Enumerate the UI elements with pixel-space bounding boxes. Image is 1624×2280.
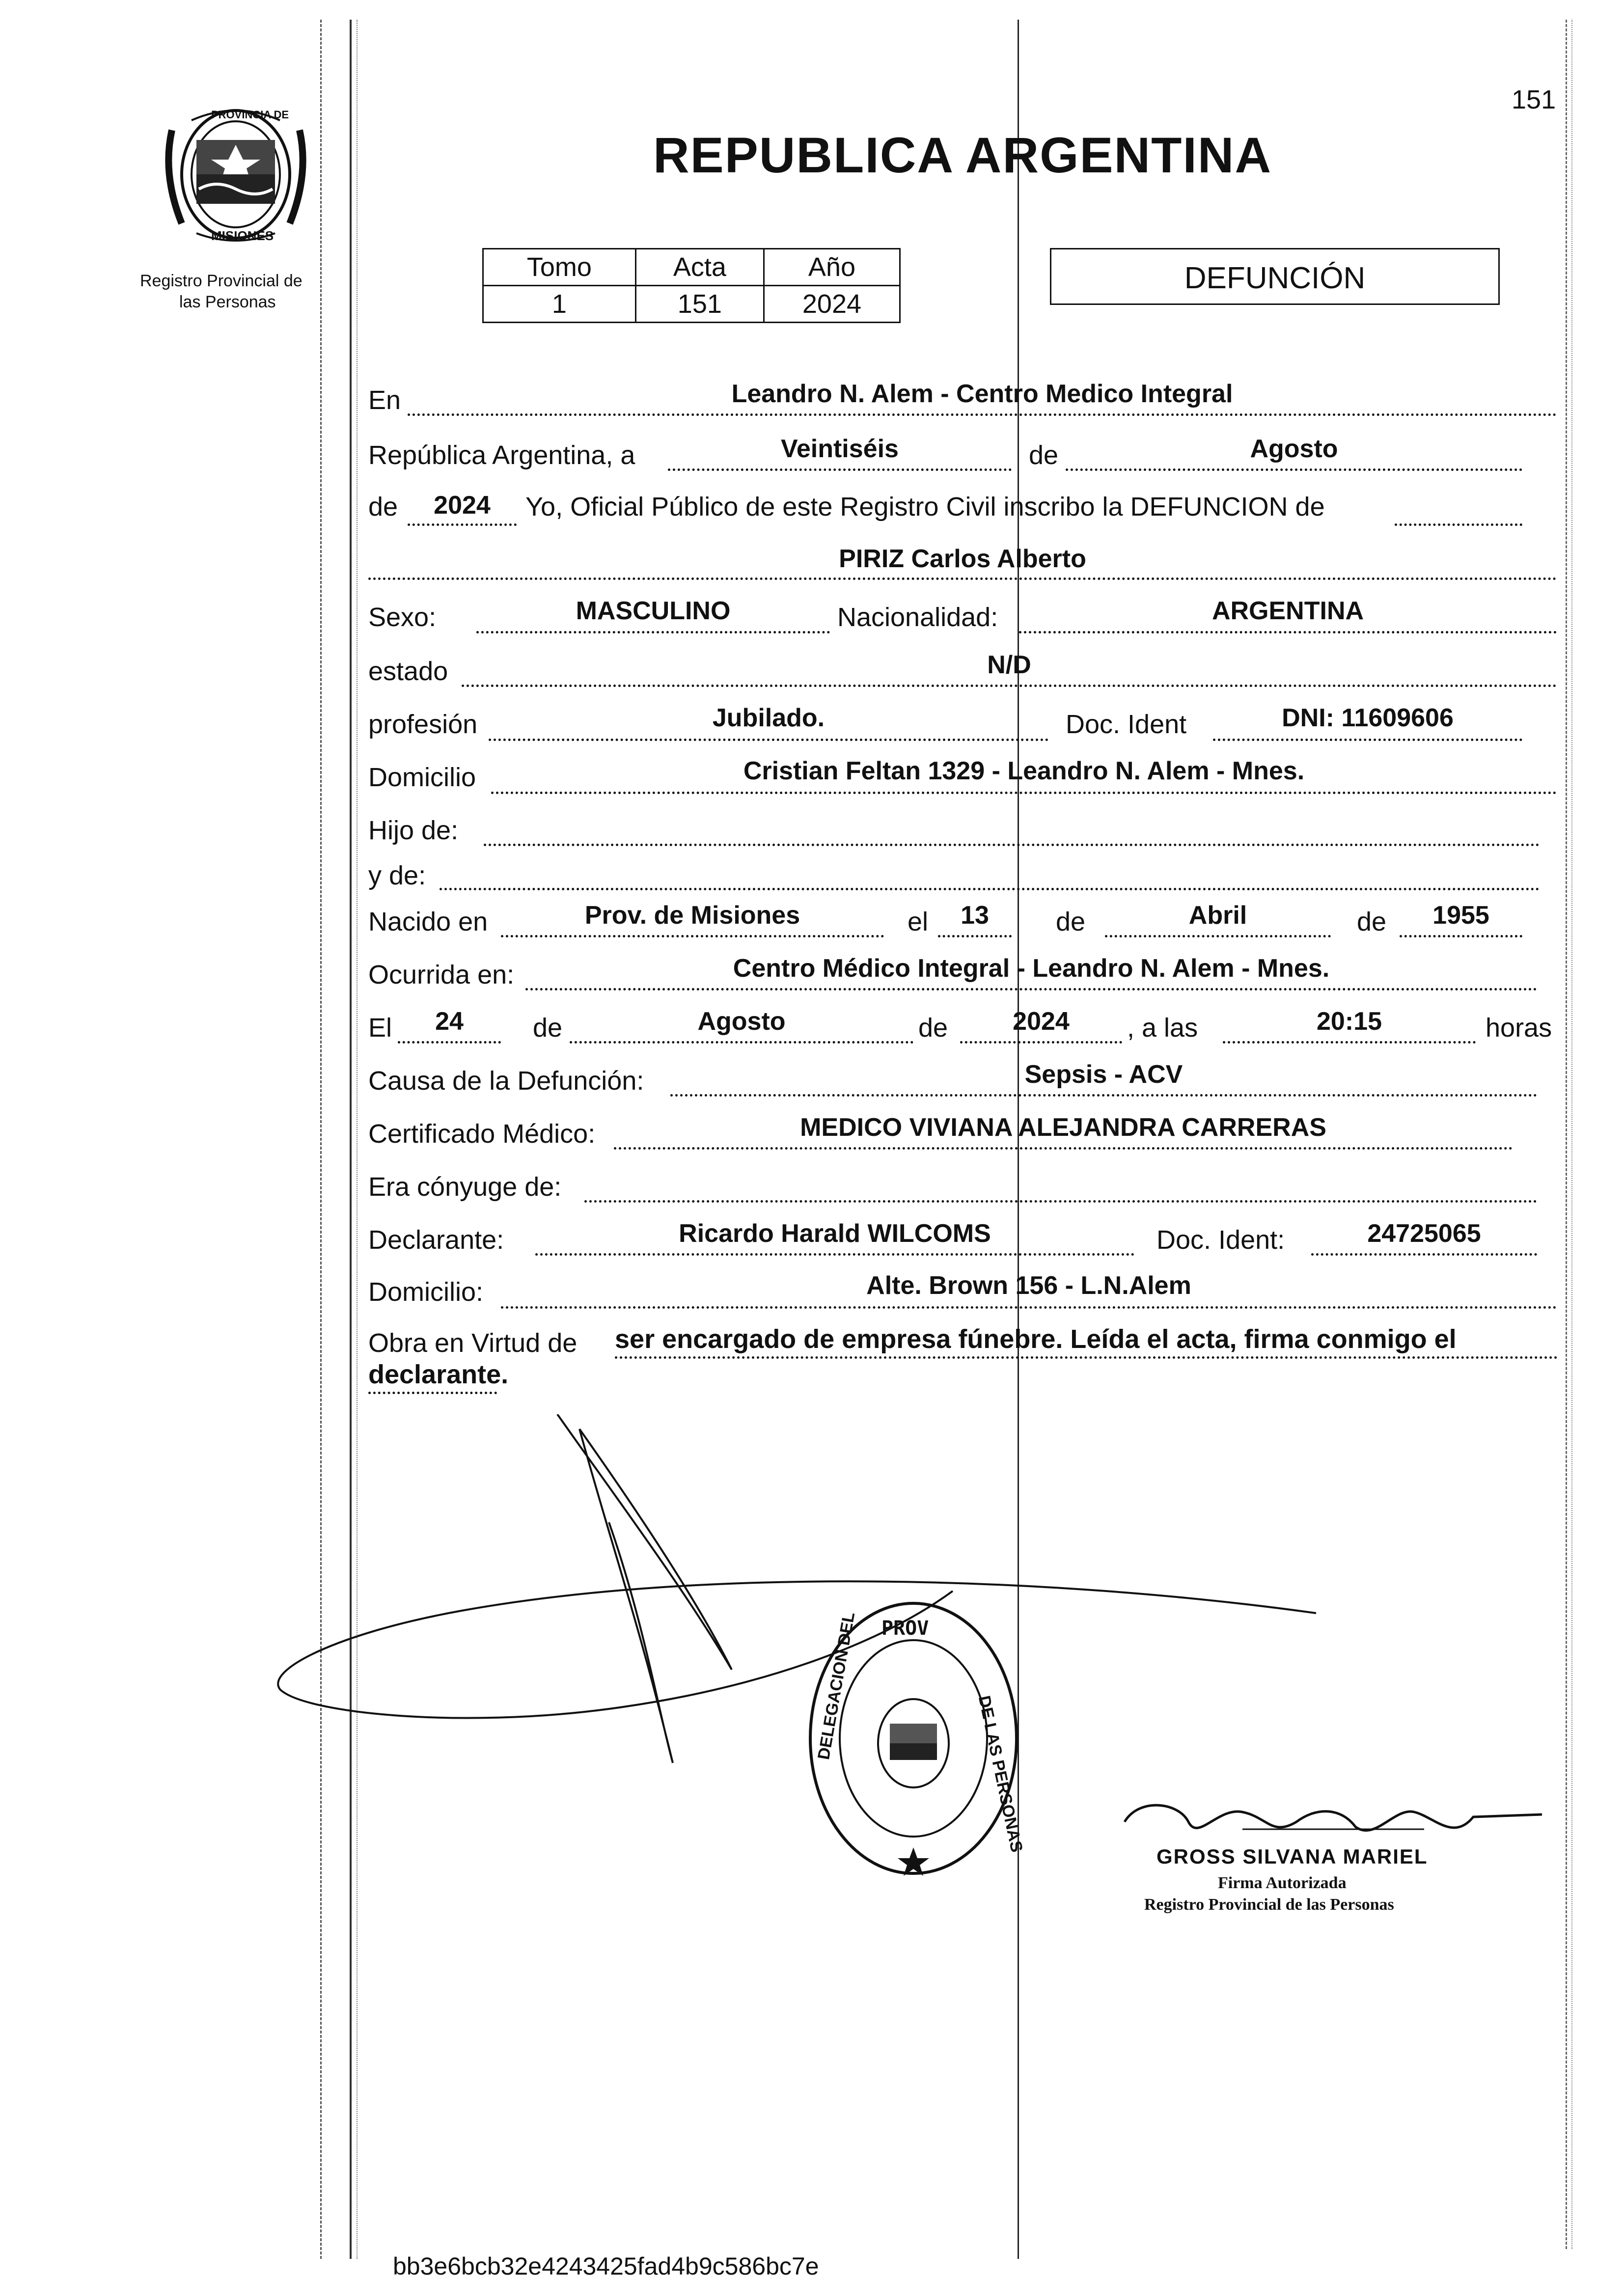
value-nacido-lugar: Prov. de Misiones	[584, 901, 800, 930]
line-def-hora	[1223, 1041, 1476, 1044]
line-month	[1066, 468, 1522, 471]
line-def-mes	[570, 1041, 913, 1044]
label-ocurrida: Ocurrida en:	[368, 960, 515, 989]
label-doc-ident-2: Doc. Ident:	[1156, 1225, 1285, 1255]
label-certificado: Certificado Médico:	[368, 1119, 596, 1149]
line-obra-1	[615, 1356, 1558, 1359]
line-nacido-dia	[938, 935, 1012, 937]
line-domicilio-2	[501, 1306, 1557, 1309]
line-ocurrida	[525, 988, 1537, 990]
line-profesion	[489, 739, 1048, 741]
line-nacionalidad	[1019, 631, 1557, 633]
document-hash: bb3e6bcb32e4243425fad4b9c586bc7e	[393, 2253, 819, 2280]
label-el: el	[908, 907, 929, 936]
line-certificado	[614, 1147, 1513, 1150]
line-conyuge	[584, 1200, 1537, 1203]
label-estado: estado	[368, 657, 448, 686]
official-role: Firma Autorizada	[1218, 1874, 1347, 1892]
ref-value-tomo: 1	[483, 286, 636, 323]
value-nacido-mes: Abril	[1188, 901, 1247, 930]
label-official: Yo, Oficial Público de este Registro Civil inscribo la DEFUNCION de	[525, 492, 1325, 522]
left-margin-line-2	[350, 20, 352, 2259]
label-de-1: de	[1029, 440, 1059, 470]
left-margin-line-3	[357, 20, 358, 2259]
label-profesion: profesión	[368, 710, 478, 739]
right-margin-line-2	[1571, 20, 1572, 2249]
line-nacido-lugar	[501, 935, 884, 937]
label-causa: Causa de la Defunción:	[368, 1066, 644, 1096]
value-nacido-dia: 13	[961, 901, 989, 930]
line-domicilio	[491, 792, 1557, 794]
label-domicilio: Domicilio	[368, 763, 476, 792]
value-doc-ident: DNI: 11609606	[1282, 704, 1454, 732]
line-sexo	[476, 631, 830, 633]
value-doc-ident-2: 24725065	[1367, 1219, 1481, 1248]
ref-value-acta: 151	[635, 286, 764, 323]
ref-header-anio: Año	[764, 249, 900, 286]
label-sexo: Sexo:	[368, 603, 437, 632]
line-official-tail	[1395, 523, 1522, 526]
label-nacionalidad: Nacionalidad:	[837, 603, 998, 632]
label-rep: República Argentina, a	[368, 440, 635, 470]
value-day-text: Veintiséis	[781, 435, 899, 463]
line-estado	[462, 685, 1557, 687]
page-title: REPUBLICA ARGENTINA	[653, 127, 1272, 183]
label-declarante: Declarante:	[368, 1225, 504, 1255]
value-def-dia: 24	[435, 1007, 464, 1036]
official-registry: Registro Provincial de las Personas	[1144, 1895, 1394, 1914]
line-year	[408, 523, 517, 526]
value-causa: Sepsis - ACV	[1024, 1060, 1183, 1089]
value-def-hora: 20:15	[1317, 1007, 1382, 1036]
value-en: Leandro N. Alem - Centro Medico Integral	[731, 380, 1233, 408]
line-en	[408, 413, 1557, 416]
label-alas: , a las	[1127, 1013, 1198, 1043]
value-profesion: Jubilado.	[712, 704, 825, 732]
line-day	[668, 468, 1012, 471]
label-de-3: de	[1056, 907, 1086, 936]
value-ocurrida: Centro Médico Integral - Leandro N. Alem - Mnes.	[733, 954, 1330, 983]
ref-value-anio: 2024	[764, 286, 900, 323]
value-domicilio-2: Alte. Brown 156 - L.N.Alem	[866, 1271, 1191, 1300]
registry-label-line2: las Personas	[179, 293, 276, 311]
label-de-5: de	[533, 1013, 563, 1043]
label-domicilio-2: Domicilio:	[368, 1277, 484, 1307]
label-en: En	[368, 385, 401, 415]
label-hijo: Hijo de:	[368, 816, 459, 845]
line-nacido-mes	[1105, 935, 1331, 937]
official-signature	[1120, 1787, 1552, 1851]
line-hijo	[484, 844, 1540, 846]
value-domicilio: Cristian Feltan 1329 - Leandro N. Alem - Mnes.	[743, 757, 1305, 785]
label-de-4: de	[1357, 907, 1387, 936]
value-sexo: MASCULINO	[576, 597, 731, 625]
line-declarante	[535, 1253, 1134, 1256]
value-declarante: Ricardo Harald WILCOMS	[679, 1219, 991, 1248]
label-conyuge: Era cónyuge de:	[368, 1172, 562, 1202]
value-obra-line2: declarante.	[368, 1360, 509, 1389]
line-deceased	[368, 577, 1557, 580]
reference-table	[482, 248, 901, 323]
ref-header-tomo: Tomo	[483, 249, 636, 286]
value-month-text: Agosto	[1250, 435, 1338, 463]
value-deceased-name: PIRIZ Carlos Alberto	[839, 545, 1086, 573]
value-def-anio: 2024	[1013, 1007, 1070, 1036]
label-de-2: de	[368, 492, 398, 522]
value-certificado: MEDICO VIVIANA ALEJANDRA CARRERAS	[800, 1113, 1326, 1142]
line-obra-2	[368, 1392, 497, 1394]
label-el-2: El	[368, 1013, 392, 1043]
line-doc-ident-2	[1311, 1253, 1537, 1256]
province-emblem: PROVINCIA DE MISIONES	[162, 101, 309, 253]
line-nacido-anio	[1400, 935, 1522, 937]
declarant-signature	[265, 1414, 1336, 1787]
label-de-6: de	[918, 1013, 948, 1043]
line-causa	[670, 1094, 1537, 1097]
value-def-mes: Agosto	[697, 1007, 786, 1036]
label-nacido: Nacido en	[368, 907, 488, 936]
line-def-dia	[398, 1041, 501, 1044]
label-horas: horas	[1486, 1013, 1552, 1043]
line-yde	[440, 888, 1540, 890]
value-year: 2024	[434, 491, 491, 520]
right-margin-line	[1566, 20, 1567, 2249]
registry-label-line1: Registro Provincial de	[140, 272, 303, 290]
value-estado: N/D	[987, 651, 1031, 679]
registry-seal: PROV DELEGACION DEL DE LAS PERSONAS	[805, 1596, 1021, 1881]
value-nacido-anio: 1955	[1432, 901, 1489, 930]
doc-type-box	[1050, 248, 1500, 305]
label-yde: y de:	[368, 861, 426, 890]
value-nacionalidad: ARGENTINA	[1211, 597, 1364, 625]
label-doc-ident: Doc. Ident	[1066, 710, 1187, 739]
ref-header-acta: Acta	[635, 249, 764, 286]
label-obra: Obra en Virtud de	[368, 1328, 578, 1358]
left-margin-line-1	[320, 20, 322, 2259]
line-doc-ident	[1213, 739, 1522, 741]
line-def-anio	[960, 1041, 1122, 1044]
value-obra-line1: ser encargado de empresa fúnebre. Leída el acta, firma conmigo el	[615, 1324, 1457, 1354]
doc-type-label: DEFUNCIÓN	[1184, 261, 1366, 295]
official-name: GROSS SILVANA MARIEL	[1156, 1845, 1428, 1868]
page-number: 151	[1512, 85, 1556, 114]
